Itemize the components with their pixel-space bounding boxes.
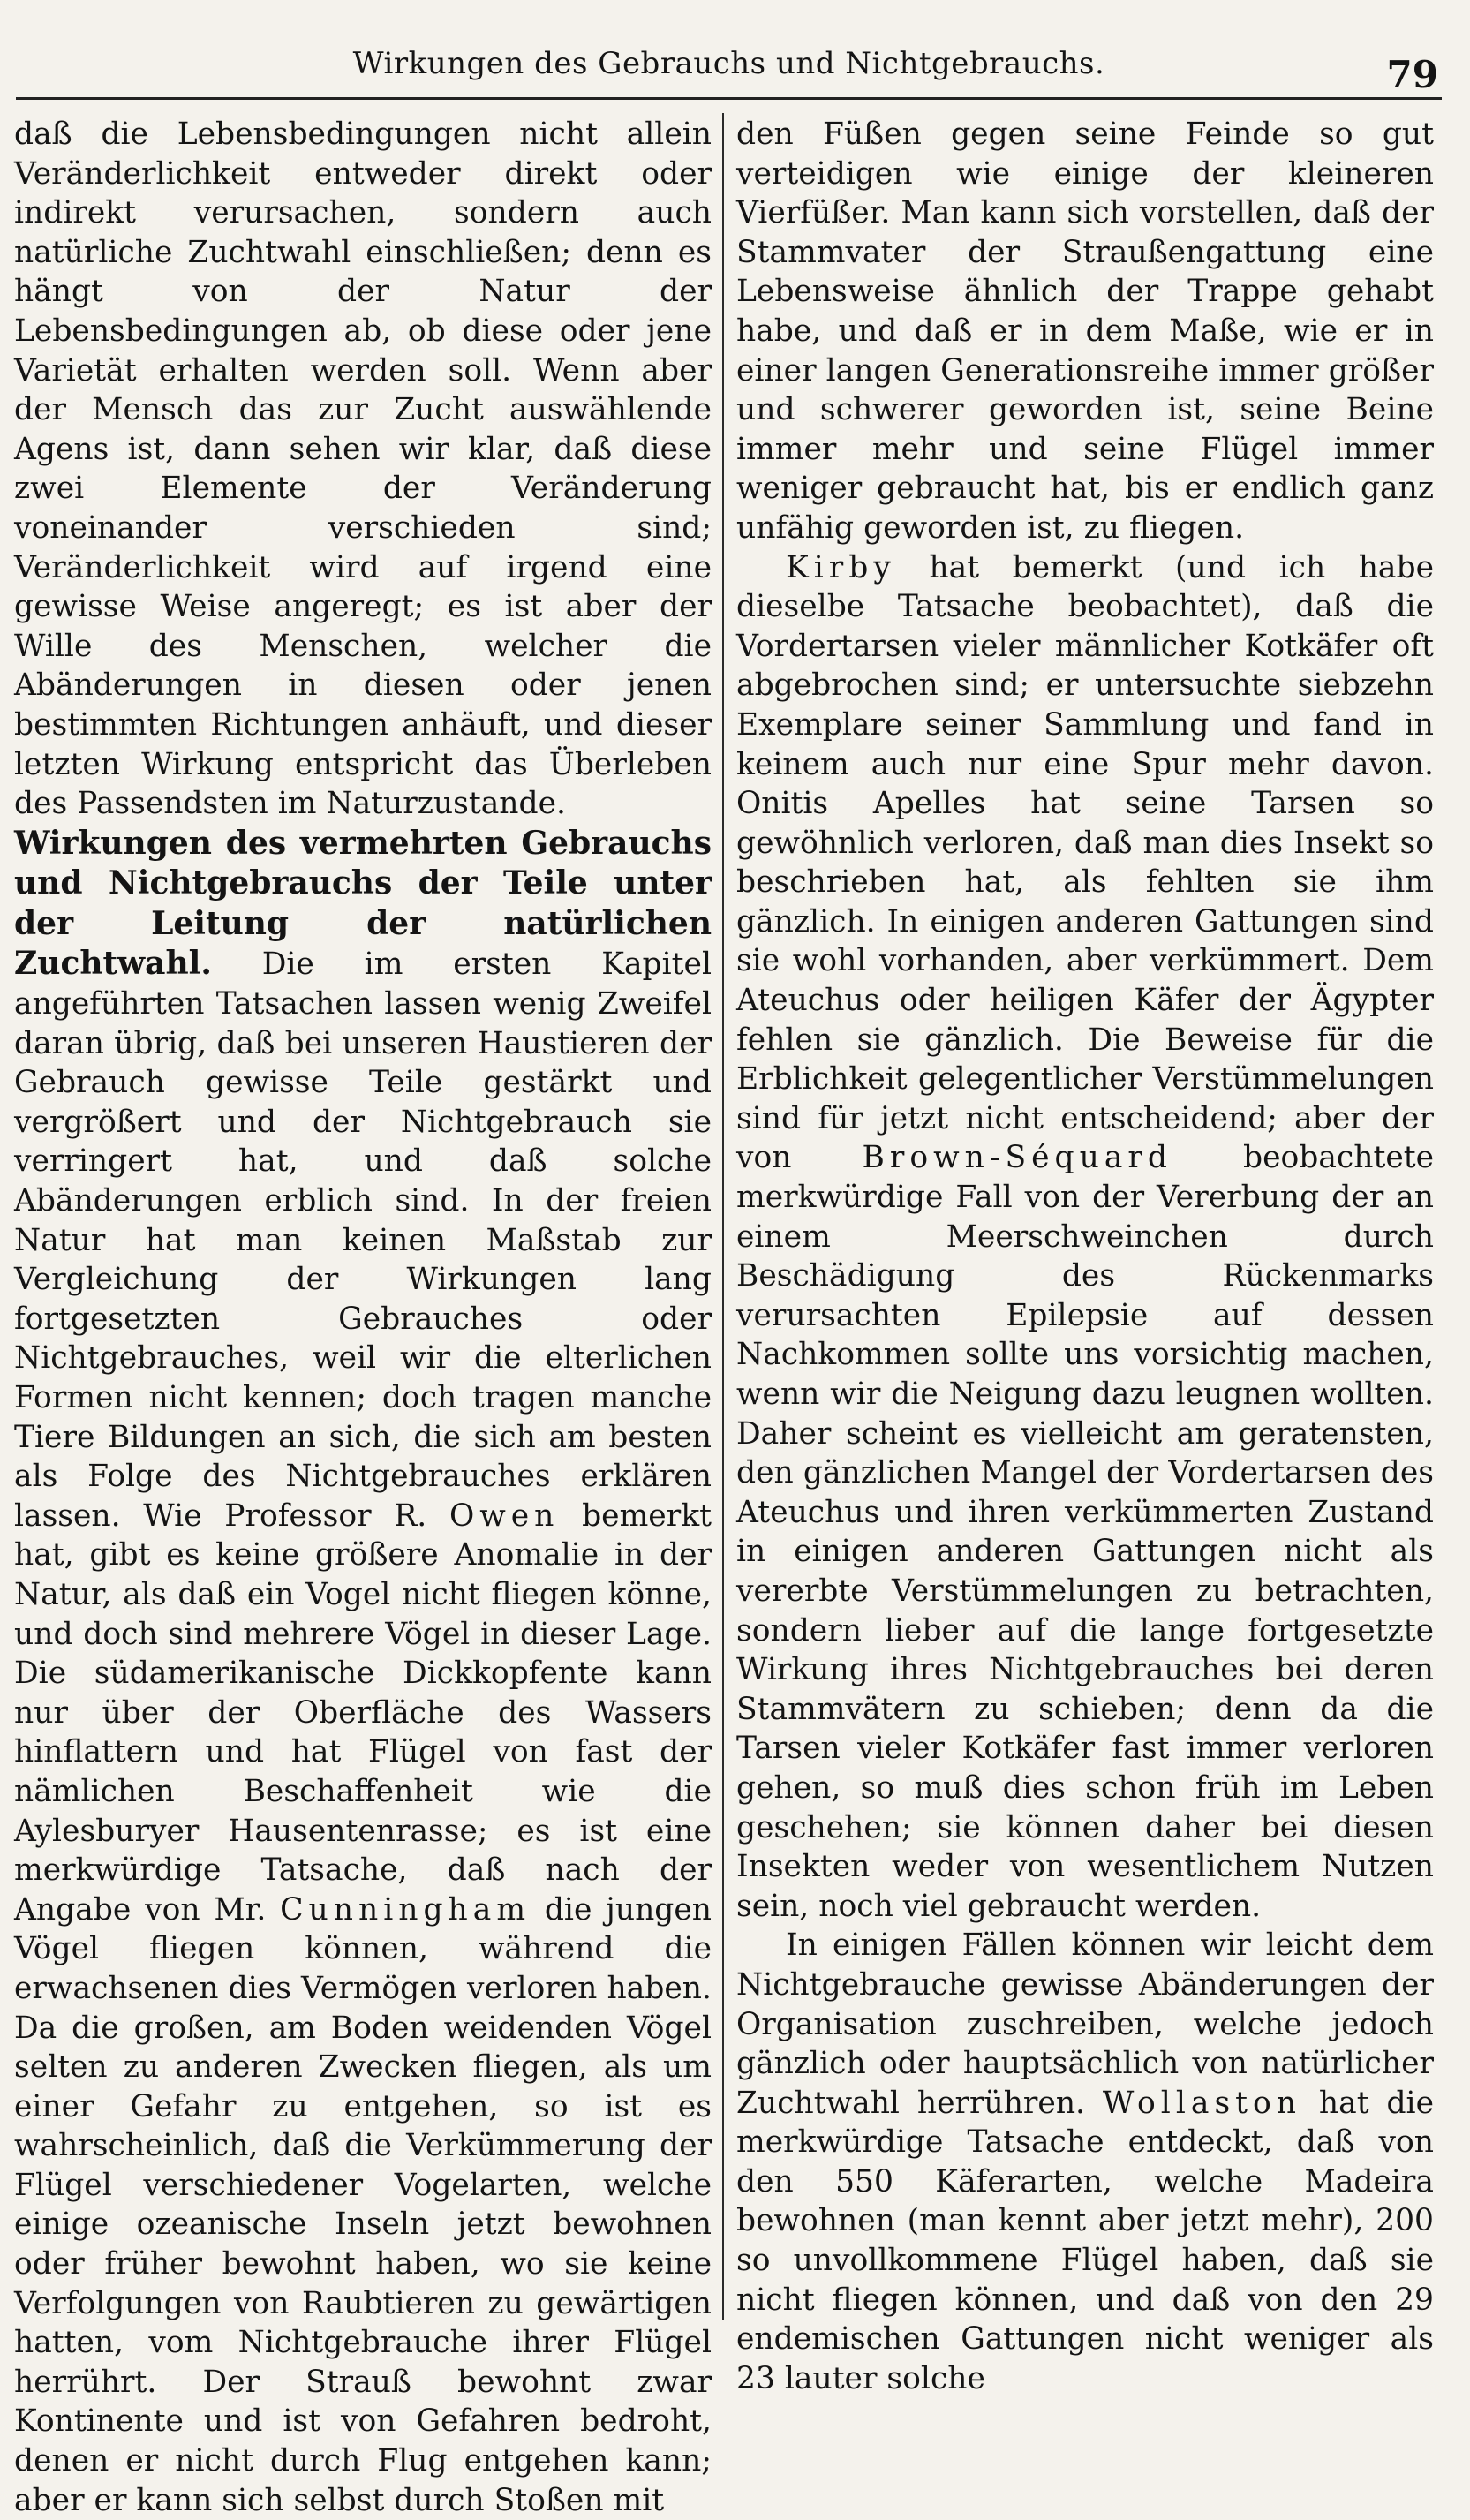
- author-name-cunningham: Cunningham: [280, 1891, 531, 1928]
- right-para2-text-b: beobachtete merkwürdige Fall von der Vererbung der an einem Meerschweinchen durch Beschädigung des Rückenmarks verursachten Epilepsie auf dessen Nachkommen sollte uns vorsichtig machen, wenn wir die Neigung dazu leugnen wollten. Daher scheint es vielleicht am geratensten, den gänzlichen Mangel der Vordertarsen des Ateuchus und ihren verkümmerten Zustand in einigen anderen Gattungen nicht als vererbte Verstümmelungen zu betrachten, sondern lieber auf die lange fortgesetzte Wirkung ihres Nichtgebrauches bei deren Stammvätern zu schieben; denn da die Tarsen vieler Kotkäfer fast immer verloren gehen, so muß dies schon früh im Leben geschehen; sie können daher bei diesen Insekten weder von wesentlichem Nutzen sein, noch viel gebraucht werden.: [736, 1140, 1435, 1924]
- right-column: [736, 115, 1435, 2396]
- running-title: Wirkungen des Gebrauchs und Nichtgebrauchs.: [352, 46, 1105, 81]
- left-para2-text-a: Die im ersten Kapitel angeführten Tatsachen lassen wenig Zweifel daran übrig, daß bei unseren Haustieren der Gebrauch gewisse Teile gestärkt und vergrößert und der Nichtgebrauch sie verringert hat, und daß solche Abänderungen erblich sind. In der freien Natur hat man keinen Maßstab zur Vergleichung der Wirkungen lang fortgesetzten Gebrauches oder Nichtgebrauches, weil wir die elterlichen Formen nicht kennen; doch tragen manche Tiere Bildungen an sich, die sich am besten als Folge des Nichtgebrauches erklären lassen. Wie Professor R.: [14, 947, 712, 1534]
- left-paragraph-section: [14, 824, 712, 2520]
- right-para2-text-a: hat bemerkt (und ich habe dieselbe Tatsache beobachtet), daß die Vordertarsen vieler männlicher Kotkäfer oft abgebrochen sind; er untersuchte siebzehn Exemplare seiner Sammlung und fand in keinem auch nur eine Spur mehr davon. Onitis Apelles hat seine Tarsen so gewöhnlich verloren, daß man dies Insekt so beschrieben hat, als fehlten sie ihm gänzlich. In einigen anderen Gattungen sind sie wohl vorhanden, aber verkümmert. Dem Ateuchus oder heiligen Käfer der Ägypter fehlen sie gänzlich. Die Beweise für die Erblichkeit gelegentlicher Verstümmelungen sind für jetzt nicht entscheidend; aber der von: [736, 549, 1434, 1176]
- right-para3-text-a: In einigen Fällen können wir leicht dem Nichtgebrauche gewisse Abänderungen der Organisation zuschreiben, welche jedoch gänzlich oder hauptsächlich von natürlicher Zuchtwahl herrühren.: [736, 1928, 1434, 2121]
- right-paragraph-2: [736, 548, 1434, 1927]
- section-heading: Wirkungen des vermehrten Gebrauchs und Nichtgebrauchs der Teile unter der Leitung der natürlichen Zuchtwahl.: [14, 824, 712, 983]
- author-name-brown-sequard: Brown-Séquard: [862, 1140, 1172, 1176]
- author-name-kirby: Kirby: [786, 549, 896, 585]
- left-para2-text-c: die jungen Vögel fliegen können, während die erwachsenen dies Vermögen verloren haben. Da die großen, am Boden weidenden Vögel selten zu anderen Zwecken fliegen, als um einer Gefahr zu entgehen, so ist es wahrscheinlich, daß die Verkümmerung der Flügel verschiedener Vogelarten, welche einige ozeanische Inseln jetzt bewohnen oder früher bewohnt haben, wo sie keine Verfolgungen von Raubtieren zu gewärtigen hatten, vom Nichtgebrauche ihrer Flügel herrührt. Der Strauß bewohnt zwar Kontinente und ist von Gefahren bedroht, denen er nicht durch Flug entgehen kann; aber er kann sich selbst durch Stoßen mit: [14, 1891, 712, 2518]
- page-number: 79: [1386, 53, 1438, 96]
- column-divider: [722, 113, 724, 2320]
- author-name-wollaston: Wollaston: [1102, 2085, 1302, 2121]
- right-paragraph-1: [736, 115, 1434, 548]
- running-head: [16, 26, 1442, 100]
- left-paragraph-continuation: [14, 115, 712, 824]
- left-para1-text: daß die Lebensbedingungen nicht allein Veränderlichkeit entweder direkt oder indirekt verursachen, sondern auch natürliche Zuchtwahl einschließen; denn es hängt von der Natur der Lebensbedingungen ab, ob diese oder jene Varietät erhalten werden soll. Wenn aber der Mensch das zur Zucht auswählende Agens ist, dann sehen wir klar, daß diese zwei Elemente der Veränderung voneinander verschieden sind; Veränderlichkeit wird auf irgend eine gewisse Weise angeregt; es ist aber der Wille des Menschen, welcher die Abänderungen in diesen oder jenen bestimmten Richtungen anhäuft, und dieser letzten Wirkung entspricht das Überleben des Passendsten im Naturzustande.: [14, 117, 712, 822]
- left-para2-text-b: bemerkt hat, gibt es keine größere Anomalie in der Natur, als daß ein Vogel nicht fliegen könne, und doch sind mehrere Vögel in dieser Lage. Die südamerikanische Dickkopfente kann nur über der Oberfläche des Wassers hinflattern und hat Flügel von fast der nämlichen Beschaffenheit wie die Aylesburyer Hausentenrasse; es ist eine merkwürdige Tatsache, daß nach der Angabe von Mr.: [14, 1498, 712, 1928]
- right-paragraph-3: [736, 1926, 1434, 2398]
- left-column: [14, 115, 712, 2518]
- right-para1-text: den Füßen gegen seine Feinde so gut verteidigen wie einige der kleineren Vierfüßer. Man kann sich vorstellen, daß der Stammvater der Straußengattung eine Lebensweise ähnlich der Trappe gehabt habe, und daß er in dem Maße, wie er in einer langen Generationsreihe immer größer und schwerer geworden ist, seine Beine immer mehr und seine Flügel immer weniger gebraucht hat, bis er endlich ganz unfähig geworden ist, zu fliegen.: [736, 117, 1434, 546]
- right-para3-text-b: hat die merkwürdige Tatsache entdeckt, daß von den 550 Käferarten, welche Madeira bewohnen (man kennt aber jetzt mehr), 200 so unvollkommene Flügel haben, daß sie nicht fliegen können, und daß von den 29 endemischen Gattungen nicht weniger als 23 lauter solche: [736, 2085, 1435, 2396]
- author-name-owen: Owen: [449, 1498, 560, 1534]
